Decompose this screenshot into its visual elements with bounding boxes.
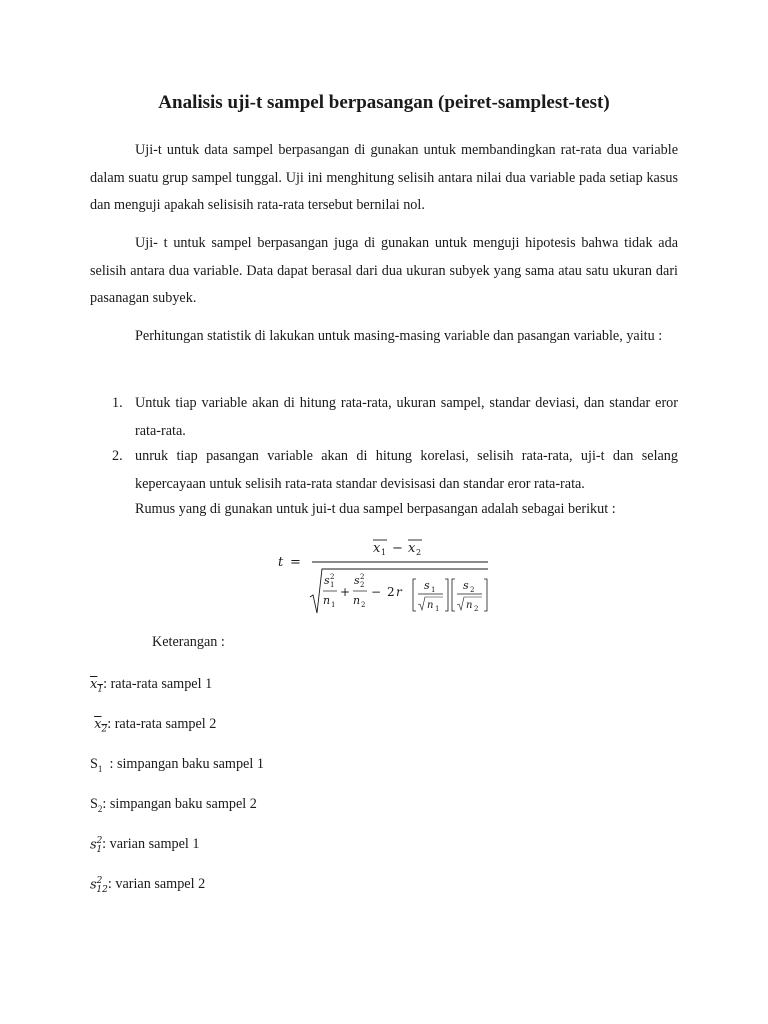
definition-text: : varian sampel 2: [107, 876, 206, 893]
list-item: [90, 443, 678, 498]
paragraph-3-text: Perhitungan statistik di lakukan untuk masing-masing variable dan pasangan variable, yaitu :: [135, 328, 663, 344]
formula-intro: Rumus yang di gunakan untuk jui-t dua sampel berpasangan adalah sebagai berikut :: [135, 501, 616, 517]
list-item-text: Untuk tiap variable akan di hitung rata-rata, ukuran sampel, standar deviasi, dan standar eror rata-rata.: [135, 395, 678, 439]
svg-text:n: n: [466, 600, 473, 611]
svg-text:n: n: [323, 594, 331, 607]
svg-text:2: 2: [360, 581, 365, 589]
svg-text:2: 2: [474, 605, 479, 613]
symbol-s1: $S_1$: [90, 756, 103, 774]
keterangan-heading: Keterangan :: [152, 634, 225, 650]
numbered-list-item-1: [90, 390, 678, 445]
svg-text:1: 1: [431, 586, 436, 594]
numbered-list-item-2: [90, 443, 678, 498]
definition-s12-squared: [90, 876, 205, 895]
svg-text:n: n: [427, 600, 434, 611]
svg-text:+: +: [340, 585, 351, 599]
list-number: 1.: [112, 395, 123, 411]
definition-s2: [90, 796, 257, 814]
svg-text:−: −: [371, 585, 382, 599]
svg-text:s: s: [463, 579, 469, 592]
svg-text:s: s: [324, 574, 330, 587]
svg-text:x: x: [373, 541, 381, 556]
paragraph-2-text: Uji- t untuk sampel berpasangan juga di gunakan untuk menguji hipotesis bahwa tidak ada selisih antara dua variable. Data dapat berasal dari dua ukuran subyek yang sama atau satu ukuran dari pasanagan subyek.: [90, 235, 678, 306]
definition-text: : rata-rata sampel 1: [103, 676, 213, 692]
svg-text:=: =: [290, 555, 301, 570]
symbol-s2: $S_2$: [90, 796, 103, 814]
svg-text:2: 2: [330, 573, 335, 581]
symbol-s1-squared: $s^2_1$: [90, 836, 103, 855]
svg-text:s: s: [354, 574, 360, 587]
svg-text:2: 2: [361, 601, 366, 609]
definition-x2: [90, 716, 216, 735]
definition-s1-squared: [90, 836, 199, 855]
definition-x1: [90, 676, 212, 695]
svg-text:s: s: [424, 579, 430, 592]
svg-text:1: 1: [435, 605, 440, 613]
svg-text:1: 1: [330, 581, 335, 589]
paragraph-3: [90, 323, 678, 351]
list-item-text: unruk tiap pasangan variable akan di hitung korelasi, selisih rata-rata, uji-t dan selang kepercayaan untuk selisih rata-rata standar devisisasi dan standar eror rata-rata.: [135, 448, 678, 492]
paragraph-1-text: Uji-t untuk data sampel berpasangan di gunakan untuk membandingkan rat-rata dua variable dalam suatu grup sampel tunggal. Uji ini menghitung selisih antara nilai dua variable pada setiap kasus dan menguji apakah selisisih rata-rata tersebut bernilai nol.: [90, 142, 678, 213]
definition-text: : simpangan baku sampel 1: [102, 756, 264, 772]
paragraph-2: [90, 230, 678, 313]
svg-text:2: 2: [360, 573, 365, 581]
paragraph-1: [90, 137, 678, 220]
svg-text:n: n: [353, 594, 361, 607]
symbol-x2-bar: $x_2$: [94, 717, 108, 735]
list-item: [90, 390, 678, 445]
definition-s1: [90, 756, 264, 774]
list-number: 2.: [112, 448, 123, 464]
page-title: Analisis uji-t sampel berpasangan (peiret-samplest-test): [158, 92, 610, 113]
svg-text:2: 2: [387, 585, 395, 599]
definition-text: : simpangan baku sampel 2: [102, 796, 257, 812]
symbol-s12-squared: $s^2_{12}$: [90, 876, 108, 895]
definition-text: : varian sampel 1: [102, 836, 200, 853]
svg-text:1: 1: [381, 548, 387, 557]
svg-text:2: 2: [470, 586, 475, 594]
svg-text:r: r: [396, 585, 402, 599]
symbol-x1-bar: $x_1$: [90, 677, 104, 695]
svg-text:2: 2: [416, 548, 422, 557]
definition-text: : rata-rata sampel 2: [107, 716, 217, 732]
t-test-formula: [270, 535, 500, 625]
svg-text:x: x: [408, 541, 416, 556]
svg-text:−: −: [392, 541, 403, 556]
svg-text:1: 1: [331, 601, 336, 609]
svg-text:t: t: [278, 555, 284, 570]
